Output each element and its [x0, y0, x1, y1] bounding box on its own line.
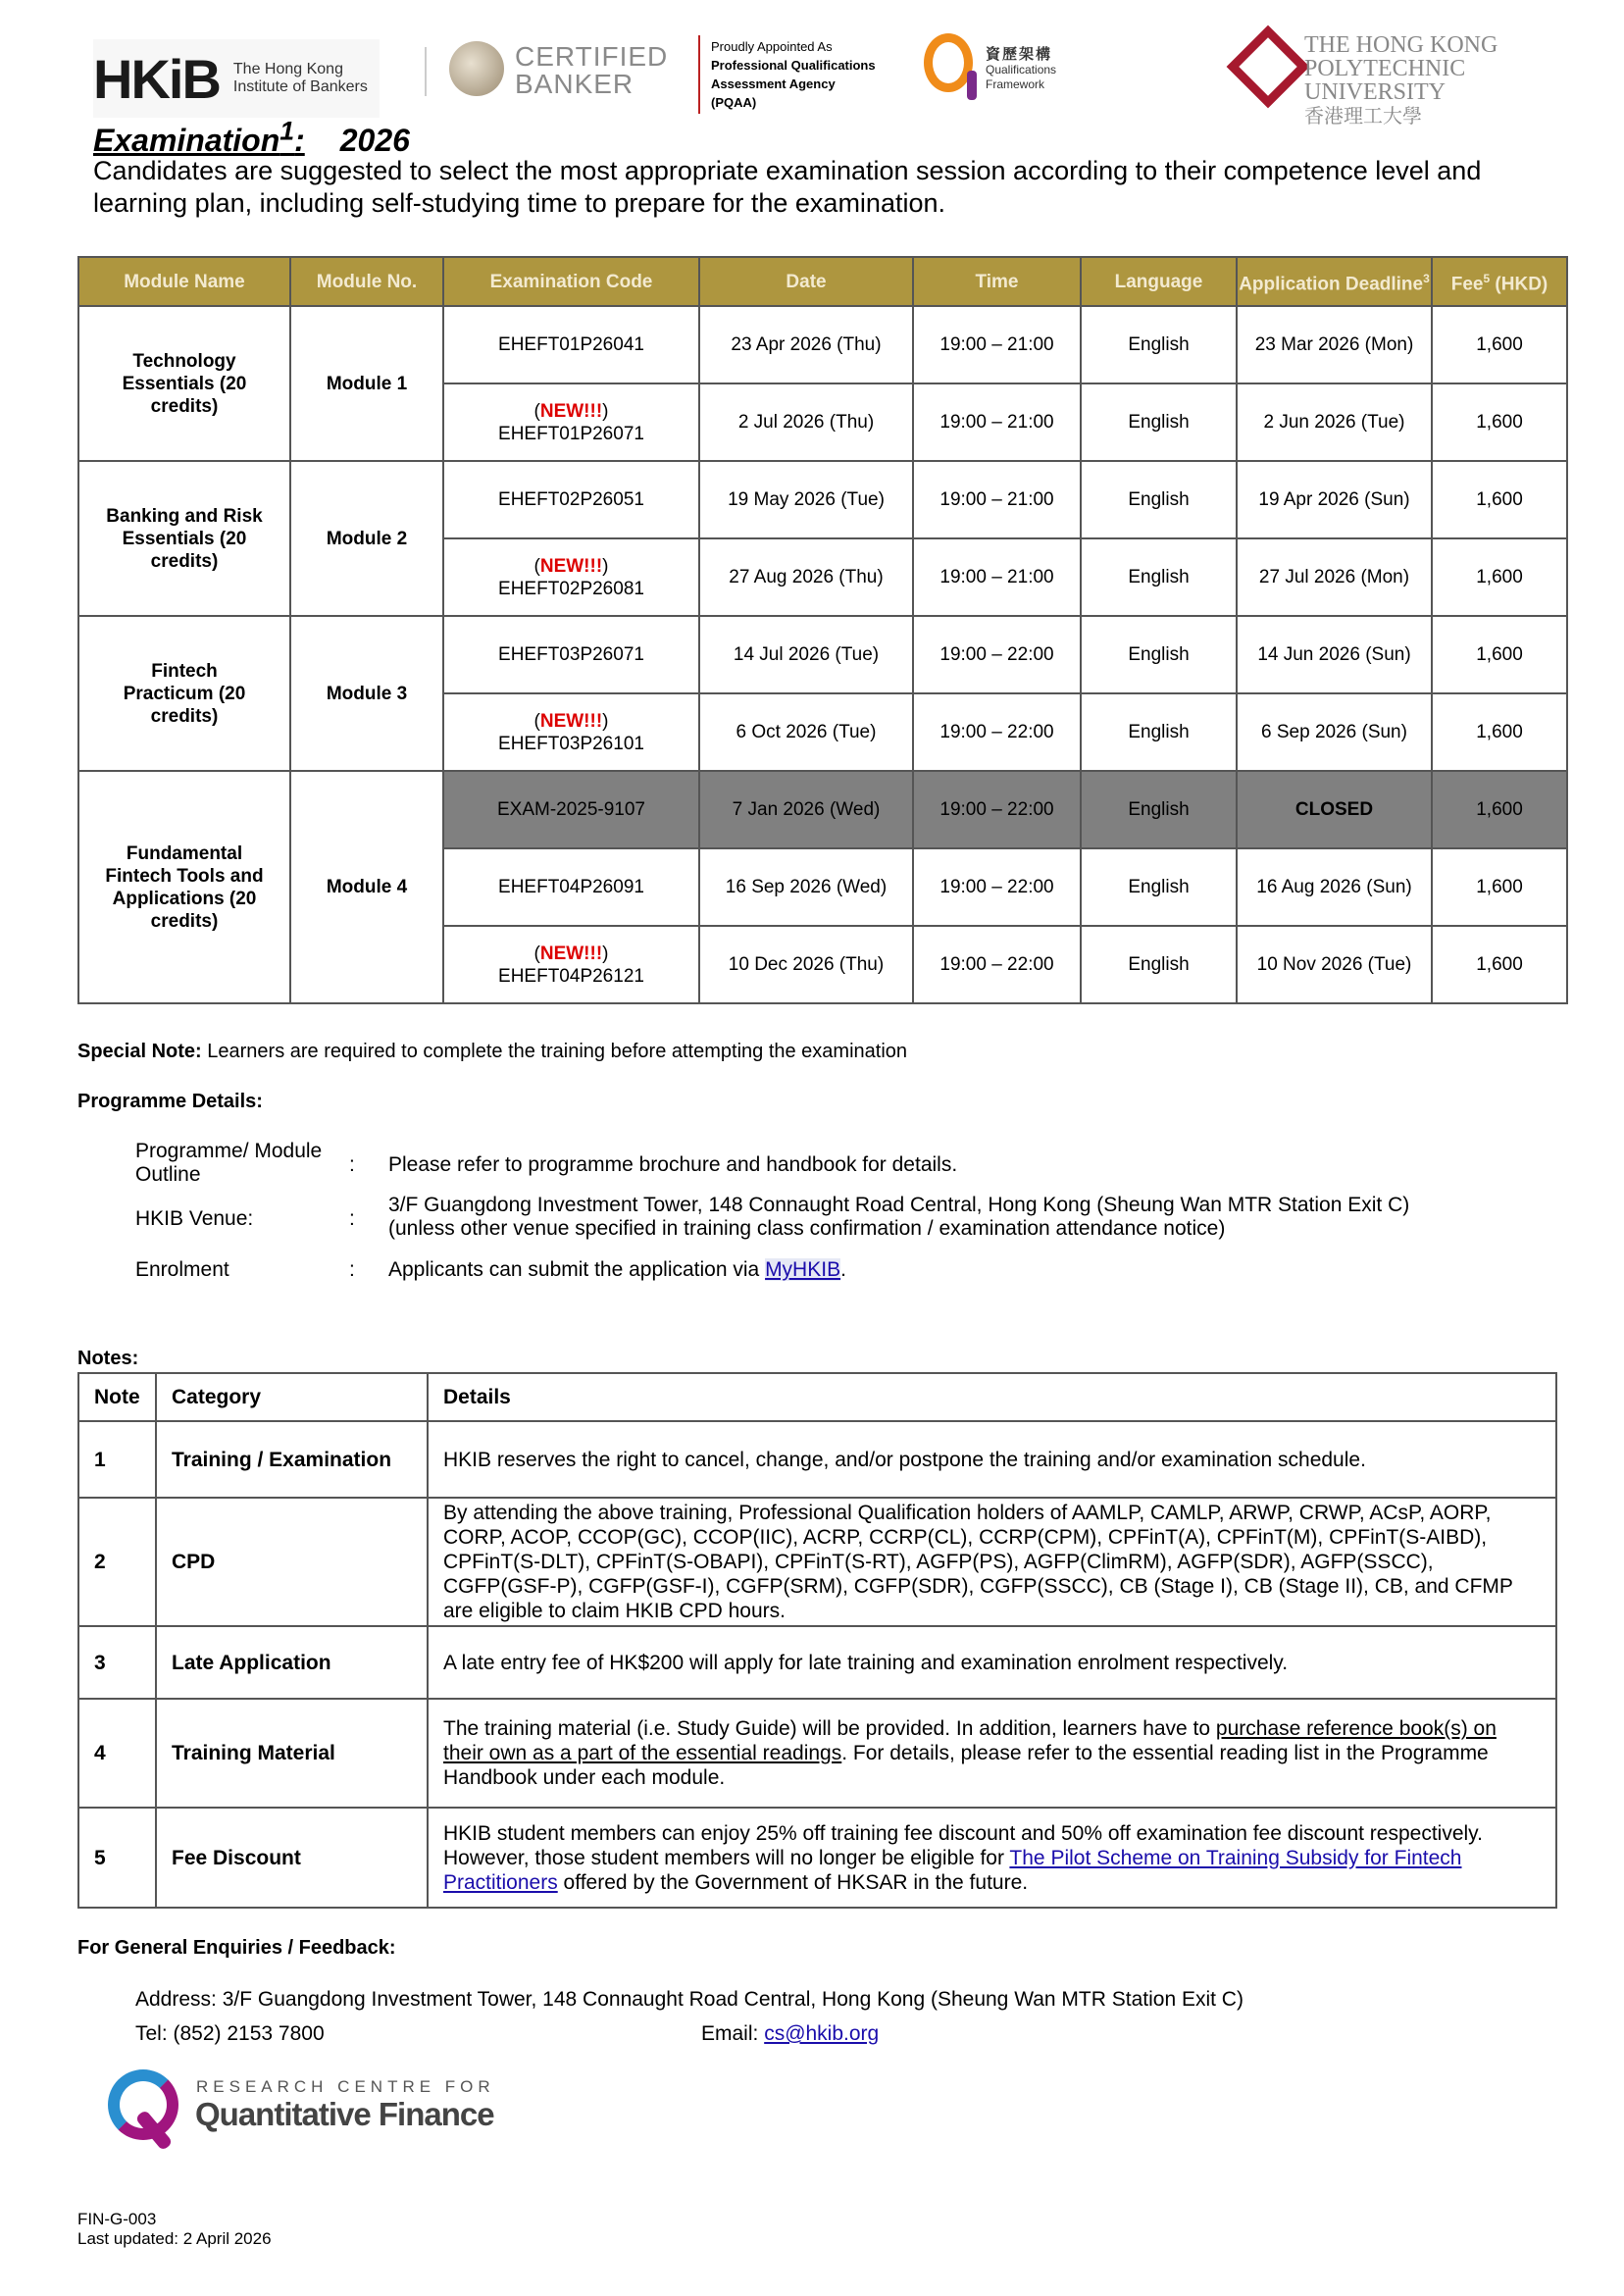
footer	[77, 2210, 272, 2249]
exam-fee: 1,600	[1432, 461, 1567, 538]
col-details: Details	[428, 1373, 1556, 1421]
exam-code: (NEW!!!) EHEFT04P26121	[443, 926, 699, 1003]
module-name: Fintech Practicum (20 credits)	[78, 616, 290, 771]
venue-value: 3/F Guangdong Investment Tower, 148 Connaught Road Central, Hong Kong (Sheung Wan MTR Station Exit C) (unless other venue specified in training class confirmation / examination attendance notice)	[388, 1194, 1410, 1240]
pqaa-divider	[698, 35, 700, 114]
exam-code: EXAM-2025-9107	[443, 771, 699, 848]
rcqf-q-icon	[108, 2069, 178, 2140]
enquiries-email: Email: cs@hkib.org	[701, 2022, 880, 2045]
note-number: 4	[78, 1699, 156, 1808]
application-deadline: 6 Sep 2026 (Sun)	[1237, 693, 1432, 771]
logo-divider	[425, 47, 427, 96]
myhkib-link[interactable]: MyHKIB	[765, 1258, 841, 1281]
col-time: Time	[913, 257, 1081, 306]
notes-table	[77, 1372, 1557, 1909]
exam-language: English	[1081, 693, 1237, 771]
colon: :	[349, 1207, 355, 1230]
polyu-logo-text: THE HONG KONG POLYTECHNIC UNIVERSITY 香港理工大學	[1304, 32, 1498, 128]
enquiries-heading: For General Enquiries / Feedback:	[77, 1937, 396, 1959]
page-title	[93, 116, 410, 159]
note-number: 1	[78, 1421, 156, 1498]
application-deadline: 16 Aug 2026 (Sun)	[1237, 848, 1432, 926]
note-details: A late entry fee of HK$200 will apply for late training and examination enrolment respectively.	[428, 1626, 1556, 1699]
note-category: Training / Examination	[156, 1421, 428, 1498]
qf-figure-icon	[967, 71, 977, 100]
special-note-text: Learners are required to complete the training before attempting the examination	[201, 1041, 908, 1062]
exam-fee: 1,600	[1432, 538, 1567, 616]
exam-language: English	[1081, 771, 1237, 848]
exam-time: 19:00 – 21:00	[913, 538, 1081, 616]
exam-code: (NEW!!!) EHEFT02P26081	[443, 538, 699, 616]
application-deadline: 27 Jul 2026 (Mon)	[1237, 538, 1432, 616]
enrolment-value: Applicants can submit the application via MyHKIB.	[388, 1258, 846, 1281]
email-link[interactable]: cs@hkib.org	[764, 2022, 880, 2045]
exam-date: 16 Sep 2026 (Wed)	[699, 848, 913, 926]
colon: :	[349, 1258, 355, 1281]
exam-session-row	[78, 306, 1567, 383]
note-category: Late Application	[156, 1626, 428, 1699]
exam-fee: 1,600	[1432, 926, 1567, 1003]
special-note-label: Special Note:	[77, 1041, 202, 1062]
note-row	[78, 1498, 1556, 1626]
col-fee: Fee$^5$ (HKD)	[1432, 257, 1567, 306]
exam-session-row	[78, 616, 1567, 693]
exam-time: 19:00 – 22:00	[913, 926, 1081, 1003]
title-label: Examination$^1$:	[93, 116, 305, 158]
exam-time: 19:00 – 22:00	[913, 771, 1081, 848]
note-row	[78, 1626, 1556, 1699]
col-note: Note	[78, 1373, 156, 1421]
hkib-logo	[93, 39, 380, 118]
application-deadline: 10 Nov 2026 (Tue)	[1237, 926, 1432, 1003]
exam-date: 10 Dec 2026 (Thu)	[699, 926, 913, 1003]
exam-language: English	[1081, 848, 1237, 926]
exam-code: EHEFT03P26071	[443, 616, 699, 693]
note-details: By attending the above training, Professional Qualification holders of AAMLP, CAMLP, ARWP, CRWP, ACsP, AORP, CORP, ACOP, CCOP(GC), CCOP(IIC), ACRP, CCRP(CL), CCRP(CPM), CPFinT(A), CPFinT(M), CPFinT(S-AIBD), CPFinT(S-DLT), CPFinT(S-OBAPI), CPFinT(S-RT), AGFP(PS), AGFP(ClimRM), AGFP(SDR), AGFP(SSCC), CGFP(GSF-P), CGFP(GSF-I), CGFP(SRM), CGFP(SDR), CGFP(SSCC), CB (Stage I), CB (Stage II), CB, and CFMP are eligible to claim HKIB CPD hours.	[428, 1498, 1556, 1626]
note-row	[78, 1699, 1556, 1808]
note-category: Training Material	[156, 1699, 428, 1808]
col-module-no: Module No.	[290, 257, 443, 306]
programme-outline-value: Please refer to programme brochure and handbook for details.	[388, 1153, 958, 1176]
qf-logo-icon	[924, 33, 973, 92]
title-year: 2026	[339, 122, 410, 158]
hkib-mark: HKiB	[93, 47, 220, 110]
application-deadline: 14 Jun 2026 (Sun)	[1237, 616, 1432, 693]
last-updated: Last updated: 2 April 2026	[77, 2229, 272, 2248]
col-date: Date	[699, 257, 913, 306]
application-deadline: 23 Mar 2026 (Mon)	[1237, 306, 1432, 383]
col-language: Language	[1081, 257, 1237, 306]
note-number: 5	[78, 1808, 156, 1908]
new-badge: NEW!!!	[539, 555, 603, 577]
col-deadline: Application Deadline$^3$	[1237, 257, 1432, 306]
polyu-emblem-icon	[1227, 26, 1310, 109]
note-number: 2	[78, 1498, 156, 1626]
enquiries-address: Address: 3/F Guangdong Investment Tower, 148 Connaught Road Central, Hong Kong (Sheung Wan MTR Station Exit C)	[135, 1988, 1243, 2011]
module-name: Fundamental Fintech Tools and Applications (20 credits)	[78, 771, 290, 1003]
programme-outline-label: Programme/ Module Outline	[135, 1140, 323, 1186]
exam-date: 23 Apr 2026 (Thu)	[699, 306, 913, 383]
exam-session-row	[78, 461, 1567, 538]
col-module-name: Module Name	[78, 257, 290, 306]
certified-banker-logo: CERTIFIED BANKER	[515, 41, 669, 99]
note-details: HKIB student members can enjoy 25% off training fee discount and 50% off examination fee discount respectively. However, those student members will no longer be eligible for The Pilot Scheme on Training Subsidy for Fintech Practitioners offered by the Government of HKSAR in the future.	[428, 1808, 1556, 1908]
colon: :	[349, 1153, 355, 1176]
note-category: Fee Discount	[156, 1808, 428, 1908]
exam-language: English	[1081, 616, 1237, 693]
col-category: Category	[156, 1373, 428, 1421]
exam-fee: 1,600	[1432, 616, 1567, 693]
exam-fee: 1,600	[1432, 771, 1567, 848]
new-badge: NEW!!!	[539, 710, 603, 732]
enquiries-tel: Tel: (852) 2153 7800	[135, 2022, 325, 2045]
exam-fee: 1,600	[1432, 383, 1567, 461]
new-badge: NEW!!!	[539, 400, 603, 422]
programme-details-heading: Programme Details:	[77, 1091, 263, 1112]
note-category: CPD	[156, 1498, 428, 1626]
essential-readings-emphasis: purchase reference book(s) on their own as a part of the essential readings	[443, 1717, 1497, 1764]
pilot-scheme-link[interactable]: The Pilot Scheme on Training Subsidy for Fintech Practitioners	[443, 1846, 1462, 1894]
header-logo-bar	[78, 29, 1549, 128]
exam-time: 19:00 – 21:00	[913, 306, 1081, 383]
exam-code: EHEFT01P26041	[443, 306, 699, 383]
rcqf-logo-line1: RESEARCH CENTRE FOR	[196, 2077, 495, 2096]
exam-date: 2 Jul 2026 (Thu)	[699, 383, 913, 461]
note-details: The training material (i.e. Study Guide) will be provided. In addition, learners have to purchase reference book(s) on their own as a part of the essential readings. For details, please refer to the essential reading list in the Programme Handbook under each module.	[428, 1699, 1556, 1808]
enrolment-label: Enrolment	[135, 1258, 229, 1281]
exam-time: 19:00 – 22:00	[913, 616, 1081, 693]
note-details: HKIB reserves the right to cancel, change, and/or postpone the training and/or examination schedule.	[428, 1421, 1556, 1498]
exam-code: EHEFT04P26091	[443, 848, 699, 926]
exam-code: (NEW!!!) EHEFT01P26071	[443, 383, 699, 461]
note-row	[78, 1421, 1556, 1498]
hkib-name: The Hong Kong Institute of Bankers	[232, 61, 368, 95]
exam-date: 7 Jan 2026 (Wed)	[699, 771, 913, 848]
exam-time: 19:00 – 21:00	[913, 461, 1081, 538]
exam-date: 19 May 2026 (Tue)	[699, 461, 913, 538]
exam-session-row	[78, 771, 1567, 848]
exam-fee: 1,600	[1432, 848, 1567, 926]
intro-text: Candidates are suggested to select the most appropriate examination session according to their competence level and learning plan, including self-studying time to prepare for the examination.	[93, 156, 1482, 218]
exam-time: 19:00 – 22:00	[913, 848, 1081, 926]
exam-language: English	[1081, 383, 1237, 461]
special-note	[77, 1041, 907, 1063]
venue-label: HKIB Venue:	[135, 1207, 254, 1230]
exam-fee: 1,600	[1432, 306, 1567, 383]
pqaa-statement: Proudly Appointed As Professional Qualifications Assessment Agency (PQAA)	[711, 39, 876, 110]
exam-code: (NEW!!!) EHEFT03P26101	[443, 693, 699, 771]
module-name: Technology Essentials (20 credits)	[78, 306, 290, 461]
module-name: Banking and Risk Essentials (20 credits)	[78, 461, 290, 616]
exam-fee: 1,600	[1432, 693, 1567, 771]
exam-date: 6 Oct 2026 (Tue)	[699, 693, 913, 771]
exam-date: 27 Aug 2026 (Thu)	[699, 538, 913, 616]
col-exam-code: Examination Code	[443, 257, 699, 306]
exam-table-header	[78, 257, 1567, 306]
exam-code: EHEFT02P26051	[443, 461, 699, 538]
module-number: Module 3	[290, 616, 443, 771]
qf-logo-text: 資歷架構 Qualifications Framework	[986, 46, 1057, 91]
closed-status: CLOSED	[1237, 771, 1432, 848]
exam-language: English	[1081, 306, 1237, 383]
notes-table-header	[78, 1373, 1556, 1421]
certified-banker-emblem-icon	[449, 41, 504, 96]
application-deadline: 2 Jun 2026 (Tue)	[1237, 383, 1432, 461]
exam-date: 14 Jul 2026 (Tue)	[699, 616, 913, 693]
exam-schedule-table	[77, 256, 1568, 1004]
rcqf-logo-line2: Quantitative Finance	[195, 2096, 494, 2132]
module-number: Module 4	[290, 771, 443, 1003]
module-number: Module 2	[290, 461, 443, 616]
application-deadline: 19 Apr 2026 (Sun)	[1237, 461, 1432, 538]
document-code: FIN-G-003	[77, 2210, 157, 2228]
module-number: Module 1	[290, 306, 443, 461]
exam-language: English	[1081, 926, 1237, 1003]
exam-time: 19:00 – 22:00	[913, 693, 1081, 771]
exam-language: English	[1081, 461, 1237, 538]
exam-language: English	[1081, 538, 1237, 616]
exam-table-body	[78, 306, 1567, 1003]
note-number: 3	[78, 1626, 156, 1699]
exam-time: 19:00 – 21:00	[913, 383, 1081, 461]
new-badge: NEW!!!	[539, 943, 603, 964]
notes-heading: Notes:	[77, 1348, 139, 1369]
note-row	[78, 1808, 1556, 1908]
